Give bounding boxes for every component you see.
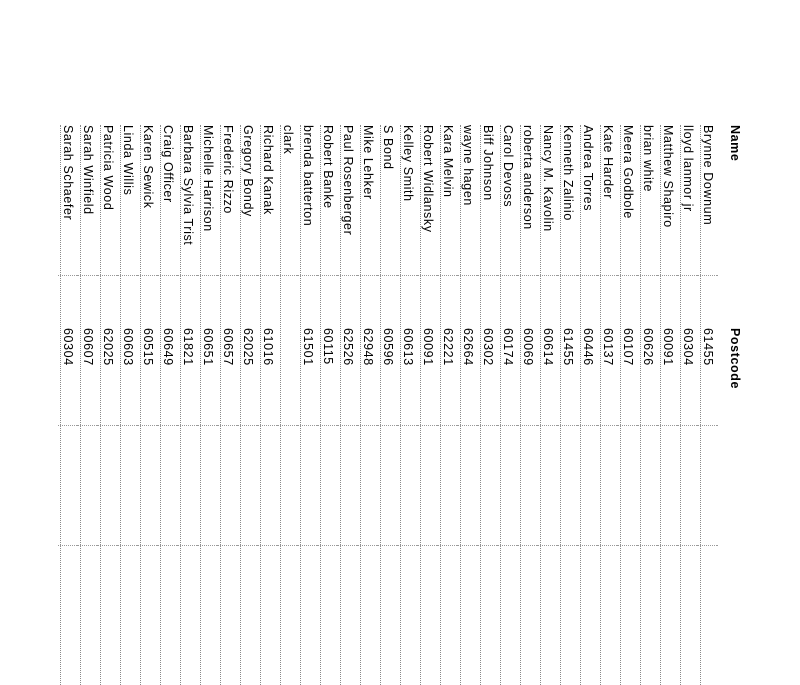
column-divider (58, 425, 78, 426)
table-row (238, 125, 258, 685)
row-name: Kate Harder (601, 125, 615, 199)
column-divider (358, 425, 378, 426)
column-divider (618, 275, 638, 276)
dotted-rule (380, 125, 381, 685)
column-divider (238, 425, 258, 426)
table-row (178, 125, 198, 685)
table-row (578, 125, 598, 685)
column-divider (258, 275, 278, 276)
table-row (658, 125, 678, 685)
column-divider (218, 545, 238, 546)
table-row (638, 125, 658, 685)
column-divider (538, 425, 558, 426)
column-divider (438, 275, 458, 276)
dotted-rule (480, 125, 481, 685)
column-divider (558, 275, 578, 276)
row-name: Robert Widlansky (421, 125, 435, 233)
row-postcode: 60069 (521, 328, 535, 366)
row-name: lloyd lanmor jr (681, 125, 695, 212)
row-postcode: 61455 (701, 328, 715, 366)
column-divider (158, 545, 178, 546)
row-name: brian white (641, 125, 655, 193)
row-postcode: 62025 (101, 328, 115, 366)
column-divider (638, 275, 658, 276)
table-row (538, 125, 558, 685)
column-divider (558, 425, 578, 426)
row-postcode: 60304 (61, 328, 75, 366)
row-name: clark (281, 125, 295, 155)
table-row (298, 125, 318, 685)
row-postcode: 60107 (621, 328, 635, 366)
row-name: Biff Johnson (481, 125, 495, 201)
column-divider (518, 545, 538, 546)
column-divider (198, 275, 218, 276)
column-divider (78, 545, 98, 546)
column-divider (138, 275, 158, 276)
column-divider (438, 425, 458, 426)
row-name: roberta anderson (521, 125, 535, 230)
column-divider (618, 545, 638, 546)
entries-table (58, 125, 718, 685)
column-divider (338, 545, 358, 546)
row-name: brenda batterton (301, 125, 315, 227)
row-postcode: 60515 (141, 328, 155, 366)
dotted-rule (460, 125, 461, 685)
row-postcode: 60174 (501, 328, 515, 366)
dotted-rule (440, 125, 441, 685)
row-postcode: 61016 (261, 328, 275, 366)
dotted-rule (120, 125, 121, 685)
row-postcode: 62948 (361, 328, 375, 366)
column-divider (98, 425, 118, 426)
table-row (258, 125, 278, 685)
row-postcode: 62221 (441, 328, 455, 366)
row-name: Paul Rosenberger (341, 125, 355, 236)
row-name: Karen Sewick (141, 125, 155, 209)
row-name: S Bond (381, 125, 395, 170)
row-postcode: 60091 (661, 328, 675, 366)
column-divider (258, 545, 278, 546)
column-divider (178, 425, 198, 426)
table-row (598, 125, 618, 685)
column-divider (498, 425, 518, 426)
column-divider (198, 545, 218, 546)
table-row (518, 125, 538, 685)
column-divider (338, 425, 358, 426)
row-name: Brynne Downum (701, 125, 715, 226)
row-name: Patricia Wood (101, 125, 115, 211)
column-divider (78, 425, 98, 426)
column-divider (578, 425, 598, 426)
column-divider (658, 425, 678, 426)
table-row (678, 125, 698, 685)
row-postcode: 60626 (641, 328, 655, 366)
row-name: Kenneth Zalinio (561, 125, 575, 221)
table-row (558, 125, 578, 685)
column-divider (538, 545, 558, 546)
column-divider (378, 425, 398, 426)
dotted-rule (140, 125, 141, 685)
column-divider (518, 275, 538, 276)
row-name: Andrea Torres (581, 125, 595, 212)
row-postcode: 60607 (81, 328, 95, 366)
column-divider (78, 275, 98, 276)
table-row (118, 125, 138, 685)
column-divider (698, 275, 718, 276)
table-row (198, 125, 218, 685)
row-postcode: 62526 (341, 328, 355, 366)
column-divider (138, 545, 158, 546)
column-divider (418, 545, 438, 546)
column-divider (338, 275, 358, 276)
row-name: Meera Godbole (621, 125, 635, 219)
column-divider (238, 275, 258, 276)
row-name: Kara Melvin (441, 125, 455, 198)
table-row (498, 125, 518, 685)
dotted-rule (160, 125, 161, 685)
dotted-rule (600, 125, 601, 685)
row-postcode: 62025 (241, 328, 255, 366)
column-divider (398, 275, 418, 276)
column-divider (618, 425, 638, 426)
table-row (138, 125, 158, 685)
column-divider (678, 425, 698, 426)
column-divider (638, 425, 658, 426)
column-divider (658, 275, 678, 276)
row-name: Michelle Harrison (201, 125, 215, 232)
row-postcode: 60649 (161, 328, 175, 366)
row-postcode: 60137 (601, 328, 615, 366)
table-row (358, 125, 378, 685)
column-divider (258, 425, 278, 426)
column-divider (538, 275, 558, 276)
row-name: Frederic Rizzo (221, 125, 235, 214)
column-divider (278, 545, 298, 546)
table-row (438, 125, 458, 685)
table-row (318, 125, 338, 685)
column-divider (358, 275, 378, 276)
dotted-rule (280, 125, 281, 685)
table-row (78, 125, 98, 685)
row-name: Kelley Smith (401, 125, 415, 202)
table-row (58, 125, 78, 685)
table-row (378, 125, 398, 685)
column-divider (238, 545, 258, 546)
column-divider (518, 425, 538, 426)
name-column-header: Name (728, 125, 742, 162)
rotated-document-page (55, 125, 745, 685)
column-divider (638, 545, 658, 546)
dotted-rule (360, 125, 361, 685)
column-divider (598, 545, 618, 546)
table-row (398, 125, 418, 685)
row-postcode: 61821 (181, 328, 195, 366)
column-divider (278, 425, 298, 426)
column-divider (378, 275, 398, 276)
dotted-rule (500, 125, 501, 685)
table-row (158, 125, 178, 685)
row-postcode: 60091 (421, 328, 435, 366)
column-divider (678, 545, 698, 546)
column-divider (98, 545, 118, 546)
column-divider (218, 425, 238, 426)
row-postcode: 60302 (481, 328, 495, 366)
table-row (698, 125, 718, 685)
column-divider (678, 275, 698, 276)
column-divider (398, 545, 418, 546)
table-row (458, 125, 478, 685)
row-postcode: 60614 (541, 328, 555, 366)
row-name: Sarah Schaefer (61, 125, 75, 221)
column-divider (158, 275, 178, 276)
row-postcode: 60651 (201, 328, 215, 366)
row-name: Matthew Shapiro (661, 125, 675, 228)
column-divider (198, 425, 218, 426)
dotted-rule (400, 125, 401, 685)
column-divider (558, 545, 578, 546)
column-divider (298, 275, 318, 276)
table-row (278, 125, 298, 685)
postcode-column-header: Postcode (728, 328, 742, 390)
column-divider (498, 545, 518, 546)
column-divider (478, 545, 498, 546)
column-divider (178, 545, 198, 546)
row-postcode: 60657 (221, 328, 235, 366)
row-postcode: 60603 (121, 328, 135, 366)
row-name: Gregory Bondy (241, 125, 255, 217)
column-divider (278, 275, 298, 276)
column-divider (458, 545, 478, 546)
table-row (338, 125, 358, 685)
column-divider (118, 545, 138, 546)
table-row (98, 125, 118, 685)
dotted-rule (320, 125, 321, 685)
column-divider (158, 425, 178, 426)
column-divider (118, 425, 138, 426)
row-postcode: 61455 (561, 328, 575, 366)
column-divider (598, 425, 618, 426)
column-divider (658, 545, 678, 546)
row-name: Linda Willis (121, 125, 135, 196)
column-divider (418, 425, 438, 426)
row-name: Robert Banke (321, 125, 335, 209)
column-divider (138, 425, 158, 426)
row-name: Nancy M. Kavolin (541, 125, 555, 232)
row-name: Richard Kanak (261, 125, 275, 215)
row-name: Barbara Sylvia Trist (181, 125, 195, 246)
row-postcode: 62664 (461, 328, 475, 366)
row-postcode: 60613 (401, 328, 415, 366)
row-postcode: 60304 (681, 328, 695, 366)
column-divider (578, 275, 598, 276)
column-divider (578, 545, 598, 546)
column-divider (698, 425, 718, 426)
column-divider (418, 275, 438, 276)
column-divider (58, 275, 78, 276)
column-divider (698, 545, 718, 546)
column-divider (118, 275, 138, 276)
column-divider (438, 545, 458, 546)
column-divider (318, 275, 338, 276)
table-row (418, 125, 438, 685)
column-divider (458, 425, 478, 426)
column-divider (298, 545, 318, 546)
column-divider (358, 545, 378, 546)
row-name: Carol Devoss (501, 125, 515, 208)
row-postcode: 60596 (381, 328, 395, 366)
column-divider (398, 425, 418, 426)
column-divider (318, 545, 338, 546)
table-row (618, 125, 638, 685)
column-divider (58, 545, 78, 546)
table-row (478, 125, 498, 685)
column-divider (458, 275, 478, 276)
column-divider (98, 275, 118, 276)
column-divider (378, 545, 398, 546)
column-divider (218, 275, 238, 276)
row-postcode: 61501 (301, 328, 315, 366)
row-name: wayne hagen (461, 125, 475, 206)
table-row (218, 125, 238, 685)
row-name: Mike Lehker (361, 125, 375, 200)
column-divider (478, 275, 498, 276)
dotted-rule (640, 125, 641, 685)
column-divider (598, 275, 618, 276)
column-divider (318, 425, 338, 426)
column-divider (498, 275, 518, 276)
column-divider (298, 425, 318, 426)
row-postcode: 60115 (321, 328, 335, 365)
row-name: Sarah Winfield (81, 125, 95, 215)
column-divider (478, 425, 498, 426)
column-divider (178, 275, 198, 276)
row-name: Craig Officer (161, 125, 175, 203)
row-postcode: 60446 (581, 328, 595, 366)
